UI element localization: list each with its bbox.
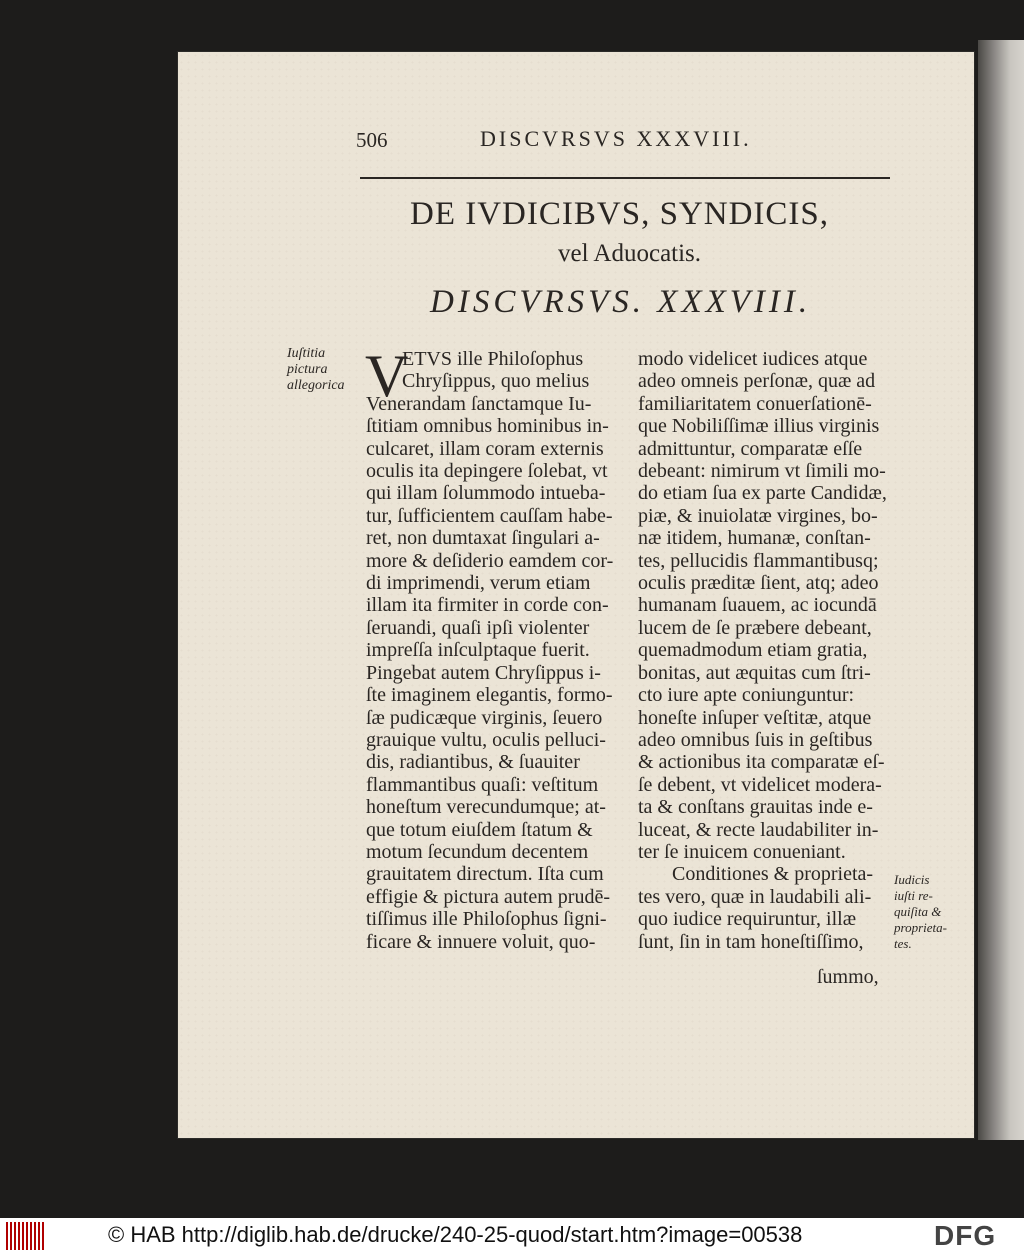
text-line: illam ita firmiter in corde con-	[366, 594, 609, 617]
chapter-title: DE IVDICIBVS, SYNDICIS,	[410, 196, 830, 232]
text-line: ter ſe inuicem conueniant.	[638, 840, 846, 863]
copyright-url[interactable]: © HAB http://diglib.hab.de/drucke/240-25-quod/start.htm?image=00538	[108, 1222, 803, 1247]
hab-logo-icon	[6, 1222, 46, 1250]
marginal-note-line: allegorica	[287, 378, 345, 393]
text-column-right	[638, 348, 892, 953]
chapter-subtitle: vel Aduocatis.	[558, 240, 702, 267]
text-line: piæ, & inuiolatæ virgines, bo-	[638, 504, 878, 527]
text-line: grauitatem directum. Iſta cum	[366, 863, 604, 886]
text-line: que totum eiuſdem ſtatum &	[366, 818, 593, 841]
text-line: quo iudice requiruntur, illæ	[638, 908, 857, 931]
text-line: familiaritatem conuerſationē-	[638, 392, 872, 415]
text-line: que Nobiliſſimæ illius virginis	[638, 415, 880, 438]
marginal-note-left	[287, 346, 345, 394]
text-line: motum ſecundum decentem	[366, 840, 589, 863]
text-line: quemadmodum etiam gratia,	[638, 639, 868, 662]
text-line: tiſſimus ille Philoſophus ſigni-	[366, 908, 607, 931]
text-line: flammantibus quaſi: veſtitum	[366, 773, 599, 796]
text-line: adeo omneis perſonæ, quæ ad	[638, 370, 876, 393]
text-line: adeo omnibus ſuis in geſtibus	[638, 728, 873, 751]
text-line: tes vero, quæ in laudabili ali-	[638, 885, 872, 908]
text-line: ſte imaginem elegantis, formo-	[366, 684, 613, 707]
text-line: honeſte inſuper veſtitæ, atque	[638, 706, 872, 729]
text-line: oculis ita depingere ſolebat, vt	[366, 460, 608, 483]
text-line: qui illam ſolummodo intueba-	[366, 482, 606, 505]
text-line: tes, pellucidis flammantibusq;	[638, 549, 879, 572]
book-edge-strip	[978, 40, 1024, 1140]
text-line: ſtitiam omnibus hominibus in-	[366, 415, 609, 438]
text-line: ta & conſtans grauitas inde e-	[638, 796, 873, 819]
footer-bar	[0, 1218, 1024, 1255]
text-line: ficare & innuere voluit, quo-	[366, 930, 596, 953]
marginal-note-line: Iuſtitia	[287, 346, 326, 361]
text-line: lucem de ſe præbere debeant,	[638, 616, 872, 639]
text-line: ETVS ille Philoſophus	[402, 348, 584, 370]
text-line: oculis præditæ ſient, atq; adeo	[638, 572, 879, 595]
text-line: dis, radiantibus, & ſuauiter	[366, 751, 580, 774]
drop-cap: V	[365, 343, 409, 409]
text-line: more & deſiderio eamdem cor-	[366, 549, 614, 572]
marginal-note-line: Iudicis	[894, 872, 930, 887]
dfg-logo: DFG	[934, 1220, 997, 1251]
discourse-heading: DISCVRSVS. XXXVIII.	[430, 284, 812, 320]
marginal-note-line: quiſita &	[894, 904, 942, 919]
text-line: ret, non dumtaxat ſingulari a-	[366, 527, 600, 550]
text-line: Pingebat autem Chryſippus i-	[366, 661, 601, 684]
text-line: honeſtum verecundumque; at-	[366, 796, 606, 819]
text-line: tur, ſufficientem cauſſam habe-	[366, 504, 613, 527]
text-column-left	[365, 343, 620, 953]
text-line: ſeruandi, quaſi ipſi violenter	[366, 616, 590, 639]
text-line: di imprimendi, verum etiam	[366, 572, 591, 595]
header-rule	[360, 177, 890, 179]
marginal-note-line: proprieta-	[894, 920, 947, 935]
text-line: Venerandam ſanctamque Iu-	[366, 392, 592, 415]
text-line: & actionibus ita comparatæ eſ-	[638, 751, 885, 774]
marginal-note-line: tes.	[894, 936, 912, 951]
marginal-note-right	[894, 872, 947, 952]
text-line: næ itidem, humanæ, conſtan-	[638, 527, 871, 550]
text-line: debeant: nimirum vt ſimili mo-	[638, 460, 886, 483]
running-head: DISCVRSVS XXXVIII.	[480, 126, 752, 151]
text-line: ſæ pudicæque virginis, ſeuero	[366, 706, 603, 729]
text-line: modo videlicet iudices atque	[638, 348, 868, 370]
text-line: Chryſippus, quo melius	[402, 370, 590, 393]
text-line: impreſſa inſculptaque fuerit.	[366, 639, 590, 662]
text-line: ſunt, ſin in tam honeſtiſſimo,	[638, 930, 864, 953]
text-line: culcaret, illam coram externis	[366, 437, 604, 460]
text-line: grauique vultu, oculis pelluci-	[366, 728, 606, 751]
text-line: Conditiones & proprieta-	[672, 863, 874, 886]
text-line: ſe debent, vt videlicet modera-	[638, 773, 882, 796]
text-line: effigie & pictura autem prudē-	[366, 885, 610, 908]
marginal-note-line: pictura	[287, 362, 328, 377]
text-line: do etiam ſua ex parte Candidæ,	[638, 482, 887, 505]
text-line: bonitas, aut æquitas cum ſtri-	[638, 661, 871, 684]
marginal-note-line: iuſti re-	[894, 888, 933, 903]
text-line: cto iure apte coniunguntur:	[638, 684, 855, 707]
page-number: 506	[356, 128, 388, 152]
catchword: ſummo,	[817, 966, 879, 988]
text-line: luceat, & recte laudabiliter in-	[638, 818, 879, 841]
text-line: admittuntur, comparatæ eſſe	[638, 437, 863, 460]
text-line: humanam ſuauem, ac iocundā	[638, 594, 877, 617]
